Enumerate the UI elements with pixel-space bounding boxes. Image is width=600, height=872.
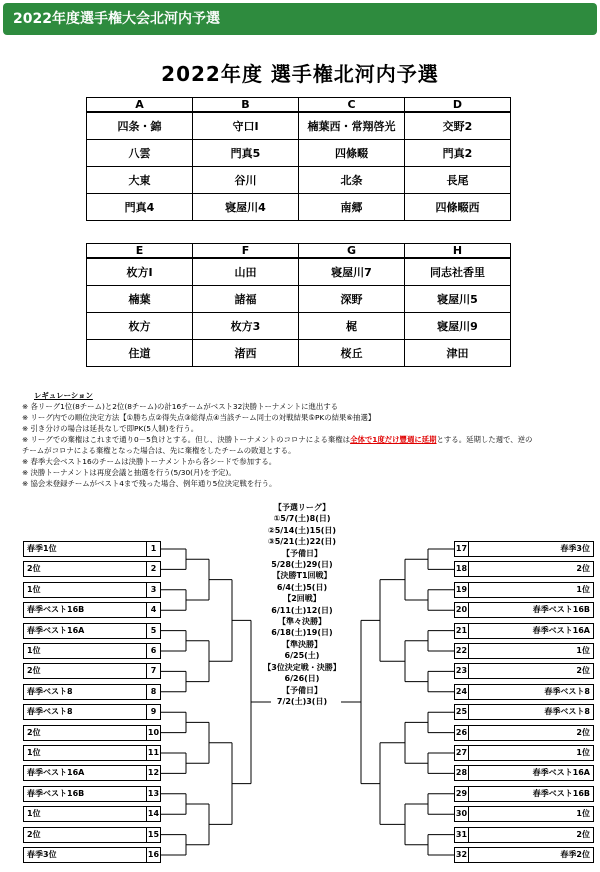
team-cell: 四條畷 [299, 139, 405, 166]
bracket-entry [23, 827, 161, 843]
entry-label: 春季2位 [560, 850, 590, 859]
schedule-line: 5/28(土)29(日) [271, 560, 333, 570]
entry-number: 21 [455, 624, 469, 638]
bracket-entry [454, 827, 594, 843]
entry-label: 春季ベスト8 [544, 707, 590, 717]
schedule-line: 6/4(土)5(日) [276, 582, 328, 592]
bracket-entry [23, 745, 161, 761]
entry-number: 23 [455, 664, 469, 678]
group-header: F [193, 244, 299, 259]
team-cell: 谷川 [193, 166, 299, 193]
entry-label: 2位 [576, 666, 590, 676]
bracket-entry [454, 806, 594, 822]
entry-label: 1位 [576, 646, 590, 655]
entry-label: 2位 [576, 727, 590, 737]
group-header: H [405, 244, 511, 259]
entry-label: 春季ベスト16A [27, 768, 85, 778]
team-cell: 南郷 [299, 193, 405, 220]
entry-label: 春季ベスト8 [544, 686, 590, 696]
entry-label: 春季ベスト16B [532, 788, 590, 798]
entry-number: 3 [146, 583, 160, 597]
entry-number: 30 [455, 807, 469, 821]
bracket-entry [23, 561, 161, 577]
entry-number: 19 [455, 583, 469, 597]
entry-label: 2位 [576, 564, 590, 574]
regulation-line: ※ 引き分けの場合は延長なしで即PK(5人制)を行う。 [22, 424, 199, 433]
entry-number: 24 [455, 685, 469, 699]
group-header: E [87, 244, 193, 259]
regulation-text: とする。延期した週で、逆の [436, 435, 533, 444]
team-cell: 枚方 [87, 312, 193, 339]
entry-number: 7 [146, 664, 160, 678]
entry-number: 13 [146, 787, 160, 801]
team-cell: 門真2 [405, 139, 511, 166]
team-cell: 住道 [87, 339, 193, 366]
group-header: B [193, 98, 299, 113]
team-cell: 長尾 [405, 166, 511, 193]
regulation-text: ※ リーグでの棄権はこれまで通り0－5負けとする。但し、決勝トーナメントのコロナによる棄権は [22, 435, 351, 444]
bracket-entry [454, 541, 594, 557]
bracket-entry [23, 541, 161, 557]
bracket-entry [23, 725, 161, 741]
regulation-line: ※ リーグ内での順位決定方法【①勝ち点②得失点③総得点④当該チーム同士の対戦結果⑤PKの結果⑥抽選】 [22, 413, 376, 422]
schedule-line: 6/25(土) [284, 651, 320, 661]
schedule-line: 【予備日】 [282, 685, 322, 695]
team-cell: 大東 [87, 166, 193, 193]
schedule-line: ②5/14(土)15(日) [267, 525, 337, 535]
entry-label: 春季ベスト16B [27, 605, 85, 615]
bracket-entry [454, 704, 594, 720]
team-cell: 寝屋川4 [193, 193, 299, 220]
bracket-entry [23, 847, 161, 863]
regulation-line: ※ 協会未登録チームがベスト4まで残った場合、例年通り5位決定戦を行う。 [22, 479, 277, 488]
schedule-line: 【決勝T1回戦】 [272, 571, 332, 581]
entry-number: 27 [455, 746, 469, 760]
team-cell: 八雲 [87, 139, 193, 166]
schedule-line: 【準々決勝】 [278, 617, 326, 627]
schedule-line: 6/18(土)19(日) [271, 628, 333, 638]
bracket-entry [23, 663, 161, 679]
entry-label: 春季ベスト16B [27, 788, 85, 798]
bracket-entry [454, 643, 594, 659]
entry-label: 2位 [27, 564, 41, 574]
entry-number: 32 [455, 848, 469, 862]
entry-label: 2位 [27, 829, 41, 839]
schedule-line: 6/26(日) [284, 674, 320, 684]
team-cell: 同志社香里 [405, 258, 511, 285]
bracket-entry [454, 725, 594, 741]
entry-label: 春季ベスト8 [27, 707, 73, 717]
entry-label: 春季ベスト16B [532, 605, 590, 615]
schedule-line: 【準決勝】 [282, 639, 322, 649]
bracket-entry [23, 643, 161, 659]
bracket-entry [454, 561, 594, 577]
entry-number: 8 [146, 685, 160, 699]
entry-label: 春季ベスト16A [532, 625, 590, 635]
entry-number: 1 [146, 542, 160, 556]
entry-number: 28 [455, 766, 469, 780]
team-cell: 寝屋川7 [299, 258, 405, 285]
team-cell: 渚西 [193, 339, 299, 366]
bracket-entry [23, 786, 161, 802]
regulation-title: レギュレーション [34, 391, 93, 400]
entry-number: 16 [146, 848, 160, 862]
entry-label: 1位 [27, 748, 41, 757]
team-cell: 寝屋川5 [405, 285, 511, 312]
team-cell: 寝屋川9 [405, 312, 511, 339]
bracket-entry [454, 847, 594, 863]
bracket-entry [454, 684, 594, 700]
team-cell: 深野 [299, 285, 405, 312]
bracket-entry [23, 582, 161, 598]
entry-number: 22 [455, 644, 469, 658]
entry-label: 春季3位 [27, 850, 57, 859]
schedule [240, 502, 364, 707]
entry-label: 1位 [27, 584, 41, 594]
team-cell: 枚方Ⅰ [87, 258, 193, 285]
bracket-entry [23, 602, 161, 618]
entry-label: 春季ベスト8 [27, 686, 73, 696]
schedule-line: 【予選リーグ】 [273, 503, 331, 512]
team-cell: 山田 [193, 258, 299, 285]
regulation-line [22, 434, 592, 445]
team-cell: 北条 [299, 166, 405, 193]
team-cell: 枚方3 [193, 312, 299, 339]
entry-label: 1位 [27, 809, 41, 819]
entry-label: 1位 [576, 809, 590, 819]
entry-number: 29 [455, 787, 469, 801]
regulation-line: チームがコロナによる棄権となった場合は、先に棄権をしたチームの敗退とする。 [22, 446, 296, 455]
regulation-highlight: 全体で1度だけ豐週に延期 [350, 435, 437, 444]
schedule-line: ③5/21(土)22(日) [267, 537, 337, 547]
schedule-line: ①5/7(土)8(日) [273, 514, 331, 524]
entry-number: 18 [455, 562, 469, 576]
schedule-line: 7/2(土)3(日) [276, 696, 328, 706]
schedule-line: 6/11(土)12(日) [271, 605, 333, 615]
bracket-entry [454, 623, 594, 639]
group-table-top [86, 97, 511, 221]
team-cell: 四條畷西 [405, 193, 511, 220]
entry-label: 2位 [27, 666, 41, 676]
group-header: C [299, 98, 405, 113]
entry-number: 17 [455, 542, 469, 556]
entry-label: 春季1位 [27, 544, 57, 553]
bracket-entry [454, 745, 594, 761]
entry-number: 26 [455, 726, 469, 740]
group-header: A [87, 98, 193, 113]
team-cell: 交野2 [405, 112, 511, 139]
entry-number: 6 [146, 644, 160, 658]
team-cell: 津田 [405, 339, 511, 366]
bracket-entry [23, 806, 161, 822]
bracket-entry [454, 663, 594, 679]
regulation-line: ※ 春季大会ベスト16のチームは決勝トーナメントから各シードで参加する。 [22, 457, 277, 466]
entry-number: 31 [455, 828, 469, 842]
schedule-line: 【3位決定戦・決勝】 [263, 662, 341, 672]
group-header: G [299, 244, 405, 259]
entry-label: 春季ベスト16A [532, 768, 590, 778]
entry-label: 2位 [27, 727, 41, 737]
bracket-entry [454, 786, 594, 802]
entry-label: 1位 [27, 646, 41, 655]
entry-number: 25 [455, 705, 469, 719]
entry-label: 1位 [576, 584, 590, 594]
team-cell: 梶 [299, 312, 405, 339]
page-title: 2022年度 選手権北河内予選 [161, 62, 439, 86]
entry-number: 10 [146, 726, 160, 740]
bracket-entry [23, 704, 161, 720]
bracket-entry [23, 684, 161, 700]
team-cell: 守口Ⅰ [193, 112, 299, 139]
group-table-bottom [86, 243, 511, 367]
regulation [22, 390, 592, 489]
entry-label: 2位 [576, 829, 590, 839]
bracket-entry [454, 602, 594, 618]
team-cell: 四条・錦 [87, 112, 193, 139]
entry-number: 15 [146, 828, 160, 842]
entry-label: 春季3位 [560, 544, 590, 553]
schedule-line: 【2回戦】 [283, 594, 321, 604]
entry-number: 12 [146, 766, 160, 780]
team-cell: 楠葉西・常翔啓光 [299, 112, 405, 139]
entry-number: 11 [146, 746, 160, 760]
regulation-line: ※ 各リーグ1位(8チーム)と2位(8チーム)の計16チームがベスト32決勝トーナメントに進出する [22, 402, 339, 411]
schedule-line: 【予備日】 [282, 548, 322, 558]
team-cell: 門真5 [193, 139, 299, 166]
team-cell: 諸福 [193, 285, 299, 312]
regulation-line: ※ 決勝トーナメントは再度会議と抽選を行う(5/30(月)を予定)。 [22, 468, 236, 477]
bracket-entry [454, 582, 594, 598]
entry-number: 2 [146, 562, 160, 576]
bracket-entry [23, 765, 161, 781]
entry-number: 20 [455, 603, 469, 617]
entry-label: 1位 [576, 748, 590, 757]
entry-number: 14 [146, 807, 160, 821]
bracket-entry [23, 623, 161, 639]
bracket-entry [454, 765, 594, 781]
team-cell: 楠葉 [87, 285, 193, 312]
entry-number: 9 [146, 705, 160, 719]
entry-number: 5 [146, 624, 160, 638]
entry-label: 春季ベスト16A [27, 625, 85, 635]
entry-number: 4 [146, 603, 160, 617]
banner: 2022年度選手権大会北河内予選 [3, 3, 597, 35]
group-header: D [405, 98, 511, 113]
team-cell: 桜丘 [299, 339, 405, 366]
team-cell: 門真4 [87, 193, 193, 220]
